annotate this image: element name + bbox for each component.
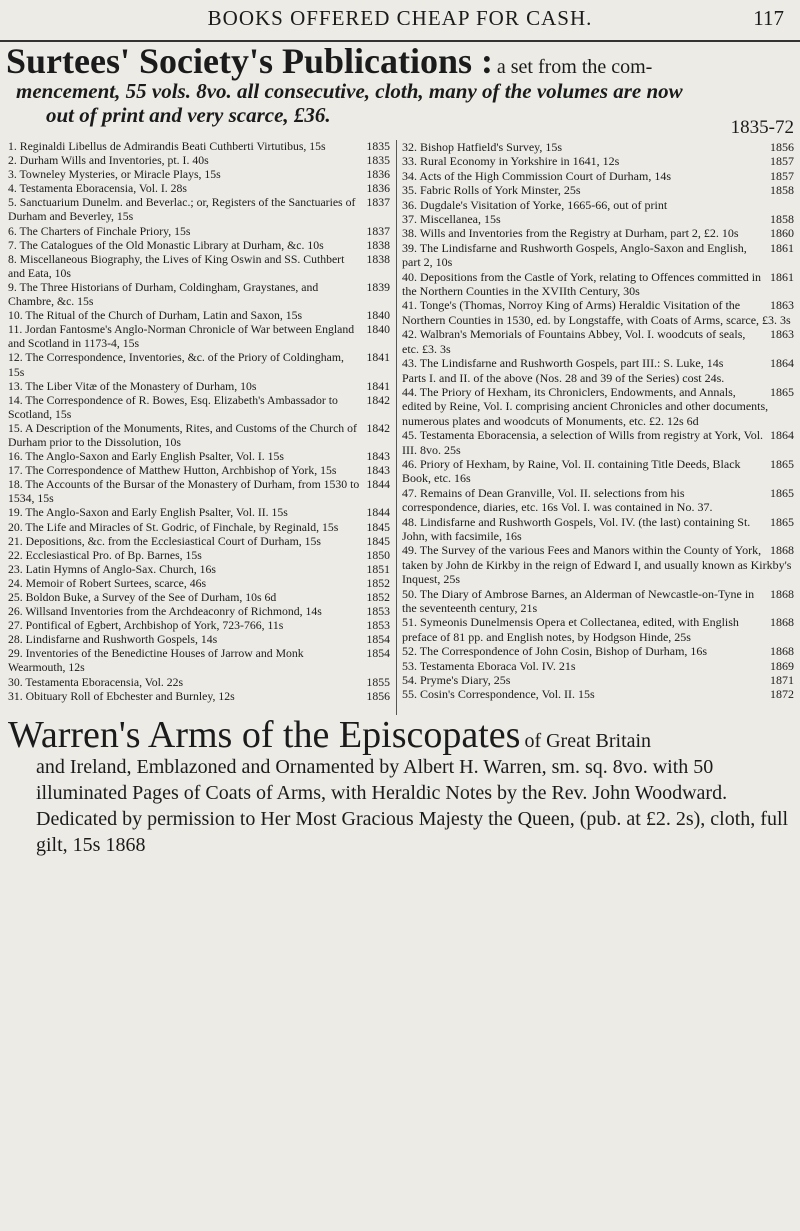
item-text: 30. Testamenta Eboracensia, Vol. 22s <box>8 675 184 689</box>
item-date: 1868 <box>770 586 794 601</box>
catalogue-item <box>402 241 794 270</box>
left-column <box>8 140 390 704</box>
column-divider <box>396 140 397 715</box>
item-text: 12. The Correspondence, Inventories, &c. of the Priory of Coldingham, 15s <box>8 351 344 379</box>
item-text: 17. The Correspondence of Matthew Hutton, Archbishop of York, 15s <box>8 464 337 478</box>
item-text: 9. The Three Historians of Durham, Coldingham, Graystanes, and Chambre, &c. 15s <box>8 280 319 309</box>
item-date: 1845 <box>366 520 390 534</box>
item-text: 6. The Charters of Finchale Priory, 15s <box>8 224 191 238</box>
item-date: 1857 <box>770 154 794 169</box>
item-date: 1852 <box>366 576 390 590</box>
item-date: 1835 <box>366 140 390 153</box>
item-text: 29. Inventories of the Benedictine Houses of Jarrow and Monk Wearmouth, 12s <box>8 647 304 675</box>
catalogue-item <box>402 270 794 299</box>
item-date: 1850 <box>366 548 390 562</box>
item-date: 1853 <box>366 619 390 633</box>
item-text: 10. The Ritual of the Church of Durham, Latin and Saxon, 15s <box>8 309 303 323</box>
catalogue-item <box>402 587 794 616</box>
catalogue-item <box>402 226 794 240</box>
item-text: 11. Jordan Fantosme's Anglo-Norman Chronicle of War between England and Scotland in 1173-4, 15s <box>8 323 355 351</box>
heading-title: Surtees' Society's Publications : <box>6 41 493 81</box>
item-date: 1851 <box>366 562 390 576</box>
item-text: 7. The Catalogues of the Old Monastic Library at Durham, &c. 10s <box>8 238 324 252</box>
item-date: 1860 <box>770 226 794 241</box>
catalogue-item <box>8 309 390 323</box>
item-text: 34. Acts of the High Commission Court of Durham, 14s <box>402 168 671 183</box>
item-text: 43. The Lindisfarne and Rushworth Gospels, part III.: S. Luke, 14s <box>402 356 724 371</box>
item-text: 32. Bishop Hatfield's Survey, 15s <box>402 140 563 154</box>
item-text: 1. Reginaldi Libellus de Admirandis Beati Cuthberti Virtutibus, 15s <box>8 140 326 153</box>
year-range: 1835-72 <box>730 117 794 138</box>
item-date: 1845 <box>366 534 390 548</box>
catalogue-item <box>8 506 390 520</box>
item-text: 23. Latin Hymns of Anglo-Sax. Church, 16s <box>8 562 216 576</box>
catalogue-item <box>402 327 794 356</box>
catalogue-item <box>402 371 794 385</box>
catalogue-item <box>8 281 390 309</box>
item-text: 41. Tonge's (Thomas, Norroy King of Arms) Heraldic Visitation of the Northern Counties in 1530, ed. by Longstaffe, with Coats of Arms, scarce, £3. 3s <box>402 298 791 327</box>
item-date: 1841 <box>366 379 390 393</box>
item-text: 26. Willsand Inventories from the Archdeaconry of Richmond, 14s <box>8 605 322 619</box>
catalogue-item <box>8 478 390 506</box>
catalogue-item <box>402 212 794 226</box>
entry-title: Warren's Arms of the Episcopates <box>8 714 521 756</box>
item-text: 16. The Anglo-Saxon and Early English Psalter, Vol. I. 15s <box>8 450 284 464</box>
item-text: 44. The Priory of Hexham, its Chroniclers, Endowments, and Annals, edited by Reine, Vol. I. comprising ancient Chronicles and other documents, numerous plates and woodcuts of Monuments, etc. £2. 12s 6d <box>402 384 769 428</box>
item-date: 1838 <box>366 252 390 266</box>
item-text: 35. Fabric Rolls of York Minster, 25s <box>402 183 581 198</box>
item-text: 3. Towneley Mysteries, or Miracle Plays, 15s <box>8 168 221 182</box>
item-text: 2. Durham Wills and Inventories, pt. I. 40s <box>8 154 209 168</box>
item-text: 28. Lindisfarne and Rushworth Gospels, 14s <box>8 633 218 647</box>
item-date: 1856 <box>770 140 794 154</box>
item-date: 1854 <box>366 633 390 647</box>
item-date: 1857 <box>770 168 794 183</box>
item-text: 18. The Accounts of the Bursar of the Monastery of Durham, from 1530 to 1534, 15s <box>8 478 360 506</box>
right-column <box>402 117 794 702</box>
catalogue-item <box>8 140 390 154</box>
item-text: 24. Memoir of Robert Surtees, scarce, 46s <box>8 576 207 590</box>
item-date: 1837 <box>366 196 390 210</box>
entry-description: and Ireland, Emblazoned and Ornamented by Albert H. Warren, sm. sq. 8vo. with 50 illuminated Pages of Coats of Arms, with Heraldic Notes by the Rev. John Woodward. Dedicated by permission to Her Most Gracious Majesty the Queen, (pub. at £2. 2s), cloth, full gilt, 15s 1868 <box>36 756 789 856</box>
item-date: 1836 <box>366 168 390 182</box>
catalogue-item <box>8 422 390 450</box>
item-date: 1858 <box>770 212 794 227</box>
item-text: 39. The Lindisfarne and Rushworth Gospels, Anglo-Saxon and English, part 2, 10s <box>402 240 747 270</box>
catalogue-item <box>402 140 794 154</box>
catalogue-item <box>8 605 390 619</box>
item-date: 1861 <box>770 269 794 284</box>
item-date: 1865 <box>770 514 794 529</box>
catalogue-item <box>402 644 794 658</box>
entry-title-tail: of Great Britain <box>524 730 652 752</box>
catalogue-item <box>8 323 390 351</box>
item-date: 1838 <box>366 238 390 252</box>
item-date: 1844 <box>366 478 390 492</box>
item-date: 1852 <box>366 591 390 604</box>
catalogue-item <box>8 591 390 605</box>
catalogue-item <box>8 577 390 591</box>
catalogue-item <box>402 169 794 183</box>
item-date: 1858 <box>770 183 794 198</box>
item-text: 31. Obituary Roll of Ebchester and Burnley, 12s <box>8 689 235 703</box>
item-date: 1871 <box>770 673 794 688</box>
item-date: 1840 <box>366 323 390 337</box>
catalogue-item <box>402 428 794 457</box>
item-date: 1865 <box>770 485 794 500</box>
catalogue-item <box>402 298 794 327</box>
catalogue-item <box>402 198 794 212</box>
page-number: 117 <box>753 6 784 30</box>
catalogue-item <box>8 619 390 633</box>
item-text: 45. Testamenta Eboracensia, a selection of Wills from registry at York, Vol. III. 8vo. 25s <box>402 428 764 457</box>
item-text: 14. The Correspondence of R. Bowes, Esq. Elizabeth's Ambassador to Scotland, 15s <box>8 393 338 421</box>
heading-line-3: out of print and very scarce, £36. <box>46 102 331 127</box>
running-title: BOOKS OFFERED CHEAP FOR CASH. <box>207 6 593 30</box>
catalogue-item <box>402 543 794 586</box>
item-date: 1864 <box>770 428 794 443</box>
item-text: 33. Rural Economy in Yorkshire in 1641, 12s <box>402 154 620 169</box>
catalogue-item <box>8 225 390 239</box>
item-text: 55. Cosin's Correspondence, Vol. II. 15s <box>402 687 595 702</box>
item-text: 8. Miscellaneous Biography, the Lives of King Oswin and SS. Cuthbert and Eata, 10s <box>8 252 345 280</box>
item-text: 5. Sanctuarium Dunelm. and Beverlac.; or, Registers of the Sanctuaries of Durham and Beverley, 15s <box>8 196 356 224</box>
catalogue-heading <box>6 41 796 127</box>
catalogue-item <box>8 521 390 535</box>
item-text: 37. Miscellanea, 15s <box>402 212 501 227</box>
heading-line-2: mencement, 55 vols. 8vo. all consecutive, cloth, many of the volumes are now <box>16 78 683 103</box>
catalogue-item <box>402 515 794 544</box>
item-date: 1865 <box>770 384 794 399</box>
item-text: 27. Pontifical of Egbert, Archbishop of York, 723-766, 11s <box>8 619 284 633</box>
catalogue-item <box>8 549 390 563</box>
item-text: 21. Depositions, &c. from the Ecclesiastical Court of Durham, 15s <box>8 534 321 548</box>
catalogue-item <box>8 647 390 675</box>
item-date: 1836 <box>366 182 390 196</box>
item-text: 54. Pryme's Diary, 25s <box>402 673 511 688</box>
item-text: 36. Dugdale's Visitation of Yorke, 1665-66, out of print <box>402 197 668 212</box>
item-text: 25. Boldon Buke, a Survey of the See of Durham, 10s 6d <box>8 591 277 604</box>
catalogue-item <box>402 486 794 515</box>
item-text: 50. The Diary of Ambrose Barnes, an Alderman of Newcastle-on-Tyne in the seventeenth century, 21s <box>402 586 755 615</box>
item-date: 1863 <box>770 298 794 313</box>
item-text: 40. Depositions from the Castle of York, relating to Offences committed in the Northern Counties in the XVIIth Century, 30s <box>402 269 762 299</box>
catalogue-item <box>8 239 390 253</box>
catalogue-item <box>8 464 390 478</box>
item-text: 19. The Anglo-Saxon and Early English Psalter, Vol. II. 15s <box>8 506 288 520</box>
item-date: 1861 <box>770 240 794 255</box>
item-text: 53. Testamenta Eboraca Vol. IV. 21s <box>402 658 576 673</box>
catalogue-item <box>402 457 794 486</box>
warren-arms-entry <box>8 716 794 858</box>
catalogue-item <box>8 253 390 281</box>
item-text: 15. A Description of the Monuments, Rites, and Customs of the Church of Durham prior to the Dissolution, 10s <box>8 421 357 449</box>
item-date: 1864 <box>770 356 794 371</box>
item-date: 1868 <box>770 543 794 558</box>
running-header <box>0 4 800 34</box>
item-text: 4. Testamenta Eboracensia, Vol. I. 28s <box>8 182 187 196</box>
item-date: 1872 <box>770 687 794 702</box>
item-date: 1863 <box>770 327 794 342</box>
catalogue-item <box>8 182 390 196</box>
catalogue-item <box>8 633 390 647</box>
catalogue-item <box>8 351 390 379</box>
item-date: 1868 <box>770 615 794 630</box>
item-text: 49. The Survey of the various Fees and Manors within the County of York, taken by John de Kirkby in the reign of Edward I, and usually known as Kirkby's Inquest, 25s <box>402 543 792 587</box>
item-date: 1840 <box>366 309 390 323</box>
catalogue-item <box>402 356 794 370</box>
catalogue-item <box>402 385 794 428</box>
item-date: 1869 <box>770 658 794 673</box>
catalogue-item <box>8 154 390 168</box>
item-date: 1842 <box>366 393 390 407</box>
item-date: 1835 <box>366 154 390 168</box>
catalogue-item <box>8 535 390 549</box>
catalogue-item <box>8 450 390 464</box>
item-text: 22. Ecclesiastical Pro. of Bp. Barnes, 15s <box>8 548 202 562</box>
item-text: 38. Wills and Inventories from the Registry at Durham, part 2, £2. 10s <box>402 226 739 241</box>
item-date: 1853 <box>366 605 390 619</box>
item-date: 1865 <box>770 456 794 471</box>
catalogue-item <box>8 690 390 704</box>
item-text: 42. Walbran's Memorials of Fountains Abbey, Vol. I. woodcuts of seals, etc. £3. 3s <box>402 327 746 356</box>
catalogue-item <box>8 676 390 690</box>
item-text: 20. The Life and Miracles of St. Godric, of Finchale, by Reginald, 15s <box>8 520 339 534</box>
item-text: 52. The Correspondence of John Cosin, Bishop of Durham, 16s <box>402 644 708 659</box>
item-date: 1842 <box>366 421 390 435</box>
item-date: 1856 <box>366 689 390 703</box>
catalogue-item <box>8 168 390 182</box>
item-date: 1855 <box>366 675 390 689</box>
catalogue-item <box>8 196 390 224</box>
item-date: 1844 <box>366 506 390 520</box>
catalogue-item <box>8 563 390 577</box>
catalogue-item <box>402 183 794 197</box>
heading-tail: a set from the com- <box>496 56 653 78</box>
item-text: 48. Lindisfarne and Rushworth Gospels, Vol. IV. (the last) containing St. John, with facsimile, 16s <box>402 514 751 543</box>
catalogue-item <box>402 659 794 673</box>
item-text: 51. Symeonis Dunelmensis Opera et Collectanea, edited, with English preface of 81 pp. and English notes, by Hodgson Hinde, 25s <box>402 615 739 644</box>
item-text: Parts I. and II. of the above (Nos. 28 and 39 of the Series) cost 24s. <box>402 370 725 385</box>
item-text: 13. The Liber Vitæ of the Monastery of Durham, 10s <box>8 379 257 393</box>
item-text: 46. Priory of Hexham, by Raine, Vol. II. containing Title Deeds, Black Book, etc. 16s <box>402 456 741 486</box>
catalogue-item <box>8 380 390 394</box>
item-date: 1837 <box>366 224 390 238</box>
item-date: 1843 <box>366 450 390 464</box>
catalogue-item <box>402 615 794 644</box>
item-date: 1843 <box>366 464 390 478</box>
catalogue-item <box>8 394 390 422</box>
item-date: 1839 <box>366 280 390 294</box>
item-date: 1854 <box>366 647 390 661</box>
item-date: 1868 <box>770 644 794 659</box>
catalogue-item <box>402 673 794 687</box>
catalogue-item <box>402 154 794 168</box>
catalogue-item <box>402 687 794 701</box>
item-date: 1841 <box>366 351 390 365</box>
item-text: 47. Remains of Dean Granville, Vol. II. selections from his correspondence, diaries, etc. 16s Vol. I. was contained in No. 37. <box>402 485 713 515</box>
